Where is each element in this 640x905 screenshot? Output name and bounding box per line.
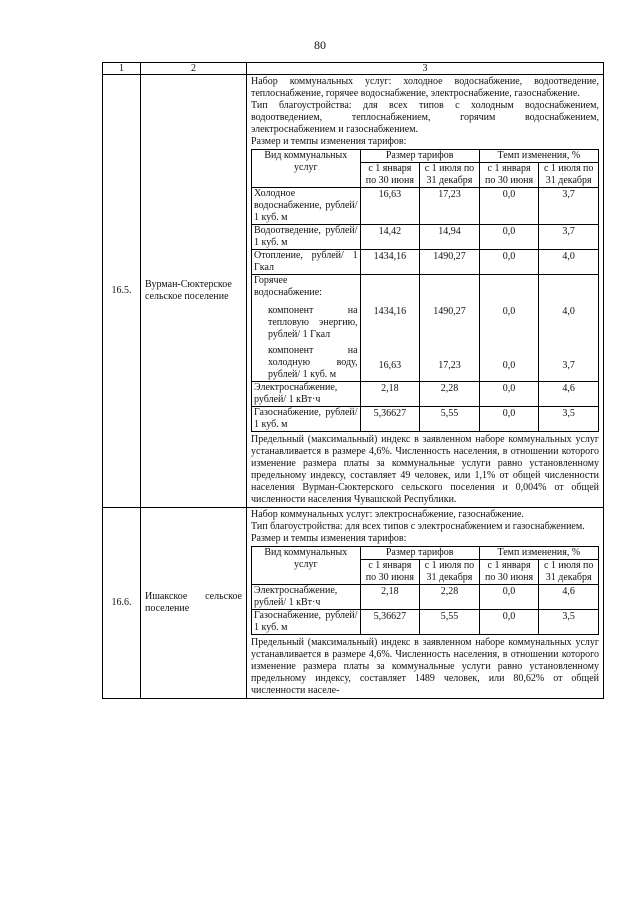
- tariffs-title: Размер и темпы изменения тарифов:: [251, 136, 407, 147]
- header-size: Размер тарифов: [360, 547, 479, 560]
- header-period: с 1 января по 30 июня: [360, 560, 420, 585]
- rate-value: 3,5: [539, 407, 599, 432]
- table-row: [103, 75, 604, 508]
- tariff-value: 2,28: [420, 585, 480, 610]
- index-text: Предельный (максимальный) индекс в заявленном наборе коммунальных услуг устанавливается в размере 4,6%. Численность населения, в отношении которого изменение размера платы за коммунальные услуги равно установленному предельному индексу, составляет 1489 человек, или 80,62% от общей численности населе-: [251, 637, 599, 696]
- improvement-type-text: Тип благоустройства: для всех типов с электроснабжением и газоснабжением.: [251, 521, 585, 532]
- tariffs-title: Размер и темпы изменения тарифов:: [251, 533, 407, 544]
- column-number-2: 2: [141, 63, 247, 75]
- header-size: Размер тарифов: [360, 150, 479, 163]
- tariff-value: 1490,27 17,23: [420, 275, 480, 382]
- header-kind: Вид коммунальных услуг: [252, 547, 361, 585]
- settlement-name: Ишакское сельское поселение: [141, 508, 247, 699]
- service-kind: Газоснабжение, рублей/ 1 куб. м: [252, 407, 361, 432]
- header-rate: Темп изменения, %: [479, 150, 598, 163]
- services-set-text: Набор коммунальных услуг: электроснабжение, газоснабжение.: [251, 509, 524, 520]
- tariffs-table: [251, 149, 599, 432]
- service-row: [252, 382, 599, 407]
- tariff-value: 2,18: [360, 585, 420, 610]
- rate-value: 0,0: [479, 610, 539, 635]
- tariff-table: [102, 62, 604, 699]
- service-row: [252, 585, 599, 610]
- improvement-type-text: Тип благоустройства: для всех типов с холодным водоснабжением, водоотведением, теплоснабжением, горячим водоснабжением, электроснабжением и газоснабжением.: [251, 100, 599, 135]
- tariff-value: 14,94: [420, 225, 480, 250]
- header-period: с 1 января по 30 июня: [479, 163, 539, 188]
- rate-value: 0,0: [479, 407, 539, 432]
- tariffs-table: [251, 546, 599, 635]
- rate-value: 0,0: [479, 188, 539, 225]
- header-period: с 1 января по 30 июня: [360, 163, 420, 188]
- service-kind: Газоснабжение, рублей/ 1 куб. м: [252, 610, 361, 635]
- rate-value: 4,0: [539, 250, 599, 275]
- index-text: Предельный (максимальный) индекс в заявленном наборе коммунальных услуг устанавливается в размере 4,6%. Численность населения, в отношении которого изменение размера платы за коммунальные услуги равно установленному предельному индексу, составляет 49 человек, или 1,1% от общей численности населения Вурман-Сюктерского сельского поселения и 0,004% от общей численности населения Чувашской Республики.: [251, 434, 599, 505]
- header-period: с 1 июля по 31 декабря: [539, 560, 599, 585]
- header-period: с 1 июля по 31 декабря: [420, 560, 480, 585]
- hot-water-component: компонент на холодную воду, рублей/ 1 куб. м: [268, 345, 358, 380]
- header-period: с 1 июля по 31 декабря: [420, 163, 480, 188]
- header-kind: Вид коммунальных услуг: [252, 150, 361, 188]
- tariff-value: 5,36627: [360, 610, 420, 635]
- settlement-name: Вурман-Сюктерское сельское поселение: [141, 75, 247, 508]
- service-row: [252, 188, 599, 225]
- column-number-row: [103, 63, 604, 75]
- hot-water-component: компонент на тепловую энергию, рублей/ 1 Гкал: [268, 305, 358, 340]
- tariff-value: 2,28: [420, 382, 480, 407]
- rate-value: 4,0 3,7: [539, 275, 599, 382]
- table-row: [103, 508, 604, 699]
- rate-value: 3,7: [539, 225, 599, 250]
- row-number: 16.5.: [103, 75, 141, 508]
- rate-value: 3,7: [539, 188, 599, 225]
- tariff-value: 1490,27: [420, 250, 480, 275]
- rate-value: 4,6: [539, 382, 599, 407]
- rate-value: 0,0: [479, 225, 539, 250]
- rate-value: 0,0: [479, 382, 539, 407]
- service-row: [252, 610, 599, 635]
- header-period: с 1 июля по 31 декабря: [539, 163, 599, 188]
- tariff-value: 5,55: [420, 610, 480, 635]
- column-number-3: 3: [247, 63, 604, 75]
- tariff-value: 5,36627: [360, 407, 420, 432]
- service-row-hot-water: [252, 275, 599, 382]
- rate-value: 0,0: [479, 250, 539, 275]
- rate-value: 0,0: [479, 585, 539, 610]
- service-kind: Водоотведение, рублей/ 1 куб. м: [252, 225, 361, 250]
- service-row: [252, 407, 599, 432]
- service-kind: [252, 275, 361, 382]
- row-content: [247, 75, 604, 508]
- page-number: 80: [314, 38, 326, 52]
- tariff-value: 1434,16 16,63: [360, 275, 420, 382]
- header-rate: Темп изменения, %: [479, 547, 598, 560]
- tariff-value: 1434,16: [360, 250, 420, 275]
- service-kind: Отопление, рублей/ 1 Гкал: [252, 250, 361, 275]
- rate-value: 3,5: [539, 610, 599, 635]
- hot-water-title: Горячее водоснабжение:: [254, 275, 322, 298]
- tariff-value: 5,55: [420, 407, 480, 432]
- services-set-text: Набор коммунальных услуг: холодное водоснабжение, водоотведение, теплоснабжение, горячее водоснабжение, электроснабжение, газоснабжение.: [251, 76, 599, 99]
- service-row: [252, 225, 599, 250]
- tariff-value: 14,42: [360, 225, 420, 250]
- service-kind: Холодное водоснабжение, рублей/ 1 куб. м: [252, 188, 361, 225]
- service-row: [252, 250, 599, 275]
- service-kind: Электроснабжение, рублей/ 1 кВт·ч: [252, 585, 361, 610]
- row-number: 16.6.: [103, 508, 141, 699]
- tariff-value: 16,63: [360, 188, 420, 225]
- header-period: с 1 января по 30 июня: [479, 560, 539, 585]
- rate-value: 4,6: [539, 585, 599, 610]
- column-number-1: 1: [103, 63, 141, 75]
- tariff-value: 17,23: [420, 188, 480, 225]
- rate-value: 0,0 0,0: [479, 275, 539, 382]
- row-content: [247, 508, 604, 699]
- tariff-value: 2,18: [360, 382, 420, 407]
- service-kind: Электроснабжение, рублей/ 1 кВт·ч: [252, 382, 361, 407]
